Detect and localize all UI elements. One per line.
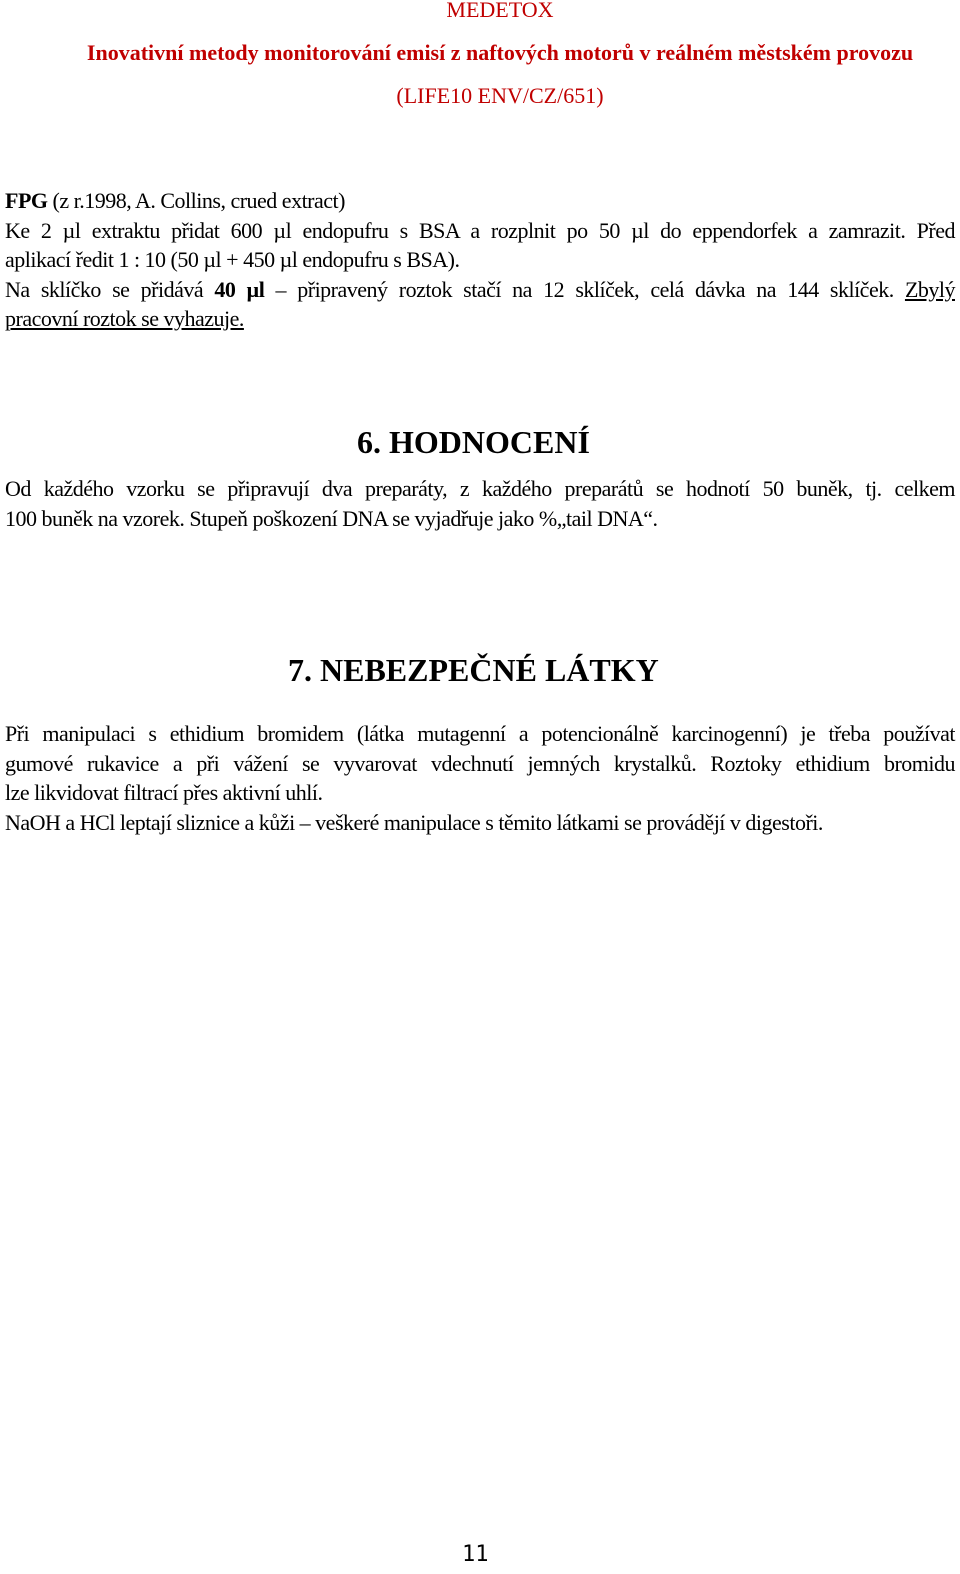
fpg-line-5: pracovní roztok se vyhazuje. [5, 306, 244, 331]
fpg-source: (z r.1998, A. Collins, crued extract) [47, 188, 345, 213]
section-6-line-2: 100 buněk na vzorek. Stupeň poškození DNA se vyjadřuje jako %„tail DNA“. [5, 505, 658, 531]
fpg-line-4 [5, 275, 955, 305]
fpg-line-4-rest: – připravený roztok stačí na 12 sklíček, celá dávka na 144 sklíček. [264, 276, 905, 302]
section-7-paragraph [5, 719, 955, 837]
document-header-title: MEDETOX [446, 0, 554, 22]
fpg-volume: 40 µl [214, 276, 265, 302]
section-7-line-1: Při manipulaci s ethidium bromidem (látka mutagenní a potencionálně karcinogenní) je třeba používat [5, 721, 955, 746]
section-7-line-4: NaOH a HCl leptají sliznice a kůži – veškeré manipulace s těmito látkami se provádějí v digestoři. [5, 809, 823, 835]
document-header-project-code: (LIFE10 ENV/CZ/651) [396, 83, 604, 108]
fpg-line-2: Ke 2 µl extraktu přidat 600 µl endopufru s BSA a rozplnit po 50 µl do eppendorfek a zamrazit. Před [5, 217, 955, 243]
fpg-underlined-start: Zbylý [904, 276, 955, 302]
section-6-line-1: Od každého vzorku se připravují dva preparáty, z každého preparátů se hodnotí 50 buněk, tj. celkem [5, 476, 955, 501]
section-6-paragraph [5, 474, 955, 533]
document-header-subtitle: Inovativní metody monitorování emisí z naftových motorů v reálném městském provozu [86, 40, 914, 65]
section-7-heading: 7. NEBEZPEČNÉ LÁTKY [288, 652, 659, 688]
section-7-line-3: lze likvidovat filtrací přes aktivní uhlí. [5, 780, 323, 805]
fpg-paragraph [5, 186, 955, 334]
page-number: 11 [462, 1542, 489, 1567]
section-6-heading: 6. HODNOCENÍ [357, 424, 590, 460]
fpg-line-1 [5, 186, 955, 216]
fpg-label: FPG [5, 188, 48, 213]
section-7-line-2: gumové rukavice a při vážení se vyvarovat vdechnutí jemných krystalků. Roztoky ethidium bromidu [5, 750, 955, 776]
fpg-line-4-text: Na sklíčko se přidává [5, 276, 215, 302]
fpg-line-3: aplikací ředit 1 : 10 (50 µl + 450 µl endopufru s BSA). [5, 247, 460, 272]
